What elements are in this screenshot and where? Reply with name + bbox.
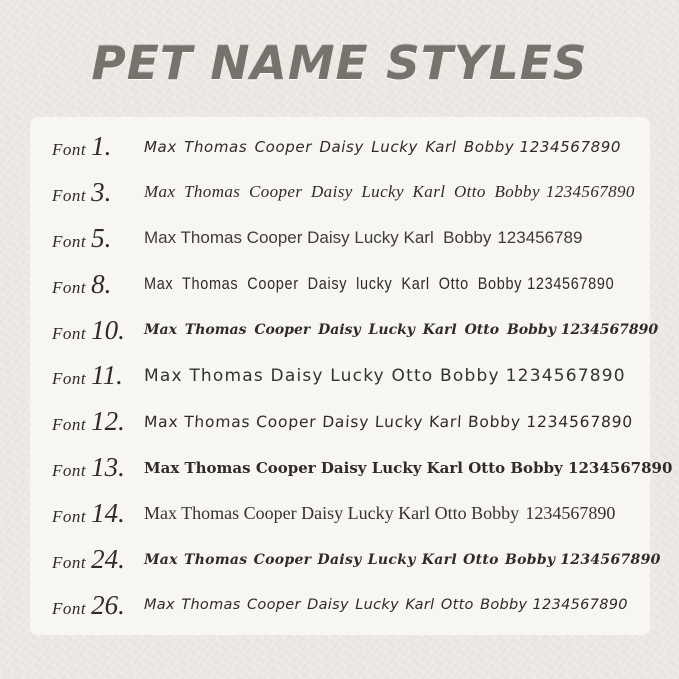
sample-digits: 123456789 — [497, 228, 583, 248]
sample-names: Max Thomas Cooper Daisy Lucky Karl Otto Bobby — [144, 503, 520, 524]
font-samples-panel — [30, 117, 673, 635]
font-label-word: Font — [52, 185, 87, 205]
font-label-word: Font — [52, 231, 87, 251]
font-label — [52, 269, 144, 300]
font-style-row — [52, 544, 661, 575]
font-style-row — [52, 269, 628, 300]
font-sample-text — [144, 182, 635, 202]
sample-names: Max Thomas Cooper Daisy Lucky Karl Bobby — [143, 412, 522, 431]
sample-names: Max Thomas Cooper Daisy Lucky Karl Otto Bobby — [144, 322, 556, 339]
font-sample-text — [144, 413, 634, 431]
font-label-word: Font — [52, 553, 87, 573]
sample-digits: 1234567890 — [525, 503, 616, 524]
sample-digits: 1234567890 — [560, 322, 659, 339]
font-label — [52, 177, 144, 208]
font-label — [52, 223, 144, 254]
font-label-number: 5. — [91, 222, 112, 253]
sample-names: Max Thomas Cooper Daisy Lucky Karl Bobby — [144, 228, 492, 248]
font-label-number: 26. — [91, 589, 125, 620]
font-label-number: 10. — [91, 314, 125, 345]
font-label-word: Font — [52, 323, 87, 343]
font-style-row — [52, 360, 628, 391]
sample-names: Max Thomas Daisy Lucky Otto Bobby — [144, 365, 500, 386]
page-title: PET NAME STYLES — [91, 36, 588, 90]
sample-digits: 1234567890 — [545, 182, 635, 202]
font-label-word: Font — [52, 140, 87, 159]
font-sample-text — [144, 366, 626, 386]
font-label-number: 13. — [91, 452, 125, 483]
sample-digits: 1234567890 — [532, 597, 628, 614]
font-style-row — [52, 131, 628, 162]
font-label — [52, 315, 144, 346]
font-label-number: 1. — [91, 131, 112, 161]
font-label — [52, 452, 144, 483]
font-sample-text — [144, 503, 615, 524]
font-label-number: 3. — [91, 176, 112, 207]
font-label-number: 12. — [91, 406, 125, 437]
font-label — [52, 131, 144, 162]
sample-digits: 1234567890 — [568, 458, 673, 477]
font-style-row — [52, 406, 634, 437]
font-label — [52, 544, 144, 575]
font-label-word: Font — [52, 461, 87, 481]
font-label-word: Font — [52, 507, 87, 527]
sample-digits: 1234567890 — [560, 551, 661, 568]
font-label-number: 14. — [91, 498, 125, 529]
sample-digits: 1234567890 — [505, 365, 626, 386]
font-sample-text — [144, 274, 614, 294]
font-label-number: 8. — [91, 268, 112, 299]
font-sample-text — [144, 228, 582, 248]
font-label — [52, 590, 144, 621]
font-style-row — [52, 590, 628, 621]
font-style-row — [52, 223, 628, 254]
font-label-word: Font — [52, 369, 87, 389]
sample-names: Max Thomas Cooper Daisy Lucky Karl Otto Bobby — [144, 551, 556, 568]
font-sample-text — [144, 138, 621, 156]
font-style-row — [52, 498, 628, 529]
font-label — [52, 498, 144, 529]
sample-digits: 1234567890 — [527, 274, 615, 294]
sample-names: Max Thomas Cooper Daisy Lucky Karl Otto Bobby — [144, 597, 528, 614]
font-sample-text — [144, 322, 658, 338]
font-sample-text — [144, 597, 628, 613]
font-sample-text — [144, 552, 661, 568]
sample-names: Max Thomas Cooper Daisy Lucky Karl Otto Bobby — [144, 458, 563, 477]
sample-names: Max Thomas Cooper Daisy Lucky Karl Otto Bobby — [144, 182, 540, 202]
font-label — [52, 406, 144, 437]
sample-digits: 1234567890 — [519, 137, 622, 156]
font-label-word: Font — [52, 415, 87, 435]
sample-names: Max Thomas Cooper Daisy Lucky Karl Bobby — [144, 137, 515, 156]
font-label — [52, 360, 144, 391]
sample-names: Max Thomas Cooper Daisy lucky Karl Otto Bobby — [144, 274, 523, 294]
font-style-row — [52, 314, 659, 346]
font-label-number: 24. — [91, 544, 125, 575]
font-label-word: Font — [52, 277, 87, 297]
font-sample-text — [144, 459, 672, 477]
font-label-word: Font — [52, 598, 87, 618]
font-style-row — [52, 452, 673, 483]
font-label-number: 11. — [91, 360, 123, 391]
font-style-row — [52, 176, 635, 208]
sample-digits: 1234567890 — [525, 412, 634, 431]
